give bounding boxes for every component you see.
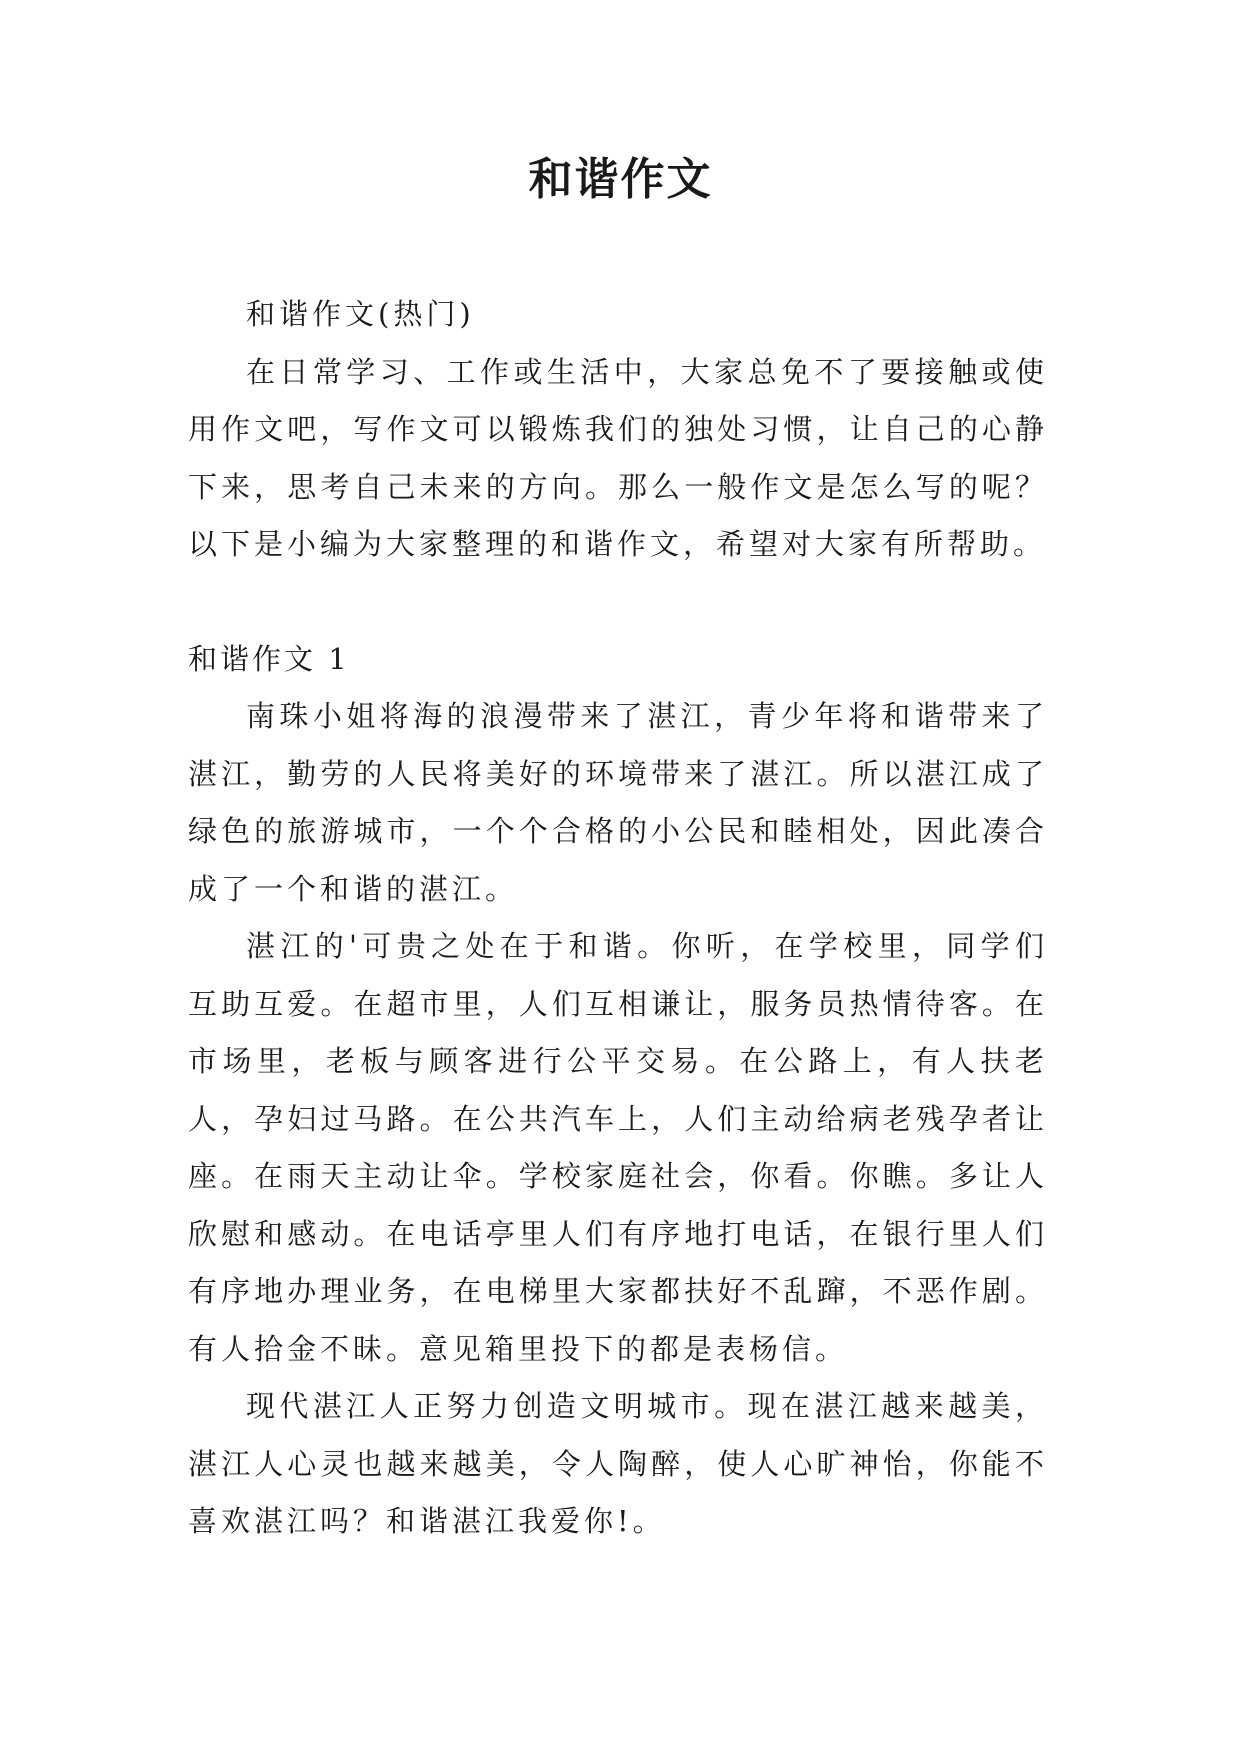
intro-paragraph: 在日常学习、工作或生活中，大家总免不了要接触或使用作文吧，写作文可以锻炼我们的独处习惯，让自己的心静下来，思考自己未来的方向。那么一般作文是怎么写的呢？以下是小编为大家整理的和谐作文，希望对大家有所帮助。	[188, 354, 1048, 561]
section-gap	[188, 574, 1048, 631]
document-title: 和谐作文	[528, 154, 713, 205]
body-paragraph-1: 南珠小姐将海的浪漫带来了湛江，青少年将和谐带来了湛江，勤劳的人民将美好的环境带来了湛江。所以湛江成了绿色的旅游城市，一个个合格的小公民和睦相处，因此凑合成了一个和谐的湛江。	[188, 699, 1048, 906]
document-body	[188, 286, 1048, 1551]
body-paragraph-2: 湛江的'可贵之处在于和谐。你听，在学校里，同学们互助互爱。在超市里，人们互相谦让，服务员热情待客。在市场里，老板与顾客进行公平交易。在公路上，有人扶老人，孕妇过马路。在公共汽车上，人们主动给病老残孕者让座。在雨天主动让伞。学校家庭社会，你看。你瞧。多让人欣慰和感动。在电话亭里人们有序地打电话，在银行里人们有序地办理业务，在电梯里大家都扶好不乱蹿，不恶作剧。有人拾金不昧。意见箱里投下的都是表杨信。	[188, 929, 1048, 1366]
body-paragraph-3: 现代湛江人正努力创造文明城市。现在湛江越来越美，湛江人心灵也越来越美，令人陶醉，使人心旷神怡，你能不喜欢湛江吗？和谐湛江我爱你!。	[188, 1389, 1048, 1538]
section-heading: 和谐作文 1	[188, 641, 350, 676]
document-subtitle: 和谐作文(热门)	[246, 297, 475, 331]
